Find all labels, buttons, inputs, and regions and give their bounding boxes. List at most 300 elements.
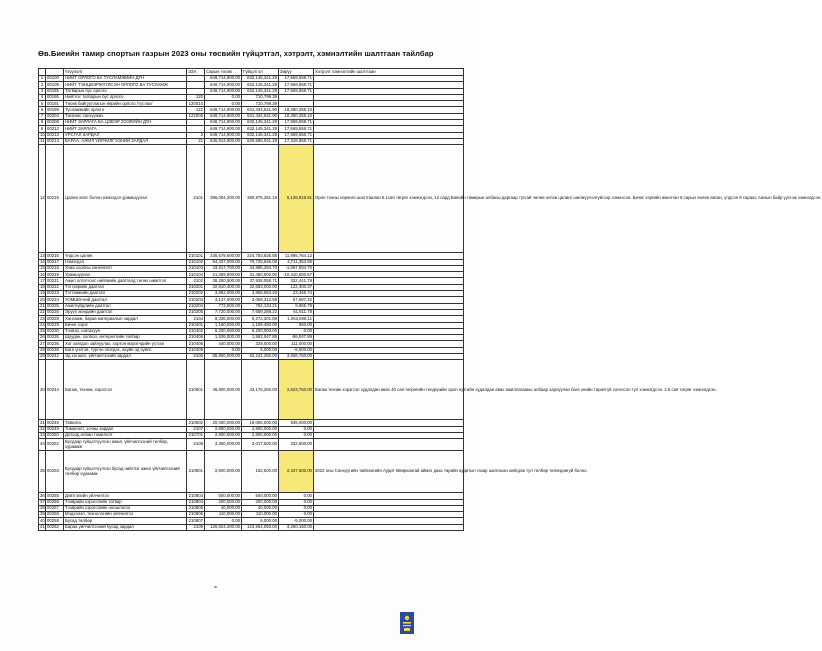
row-code-cell: 00256 [46,499,64,505]
row-code-cell: 00213 [46,132,64,138]
row-actual-cell: 3,017,500.00 [242,439,279,451]
row-code-cell: 00222 [46,284,64,290]
row-diff-cell: 11,895,764.12 [279,253,314,259]
row-diff-cell: 3,260,150.00 [279,524,314,530]
row-code-cell: 00250 [46,432,64,438]
header-cell: Сарын төсөв [205,69,242,76]
row-budget-cell: 65,800,000.00 [205,354,242,360]
row-budget-cell: 649,714,900.00 [205,120,242,126]
row-budget-cell: 3,882,000.00 [205,291,242,297]
row-actual-cell: 44,885,294.70 [242,265,279,271]
row-code-cell: 00212 [46,126,64,132]
row-code-cell: 00214 [46,138,64,144]
row-number-cell: 7 [39,113,46,119]
row-name-cell: Эрүүл мэндийн даатгал [64,309,187,315]
row-eza-cell: 210201 [187,284,205,290]
row-actual-cell: 19,065,000.00 [242,420,279,426]
table-row [39,439,464,451]
row-diff-cell: -1,067,594.70 [279,265,314,271]
row-actual-cell: 632,145,341.29 [242,120,279,126]
row-code-cell: 00235 [46,335,64,341]
row-number-cell: 12 [39,145,46,253]
row-budget-cell: 1,160,000.00 [205,322,242,328]
row-diff-cell: 18,280,358.10 [279,113,314,119]
row-number-cell: 38 [40,505,45,511]
row-diff-cell: 935,000.00 [279,420,314,426]
row-number-cell: 11 [40,138,45,144]
row-budget-cell: 7,720,000.00 [205,309,242,315]
row-eza-cell: 210803 [187,493,205,499]
row-eza-cell: 120010 [187,101,205,107]
row-eza-cell: 210203 [187,297,205,303]
row-actual-cell: 329,000.00 [242,341,279,347]
row-eza-cell: 122005 [187,113,205,119]
row-number-cell: 34 [39,439,46,451]
row-number-cell: 41 [40,524,45,530]
row-name-cell: Татварын бус орлого [64,88,187,94]
row-diff-cell: 17,569,558.71 [279,120,314,126]
row-number-cell: 8 [39,120,46,126]
row-name-cell: Хог хаягдал зайлуулах, хортон мэрэгчдийн устгал [64,341,187,347]
row-number-cell: 16 [40,271,45,277]
row-diff-cell: 332,500.00 [279,439,314,451]
row-code-cell: 00109 [46,82,64,88]
row-number-cell: 4 [39,94,46,100]
row-diff-cell: 17,569,558.71 [279,88,314,94]
row-number-cell: 10 [40,132,45,138]
row-code-cell: 00199 [46,107,64,113]
row-actual-cell: 1,159,450.00 [242,322,279,328]
row-actual-cell: 40,000.00 [242,505,279,511]
row-number-cell: 30 [39,360,46,420]
row-diff-cell: 18,280,358.10 [279,107,314,113]
row-number-cell: 37 [40,498,45,504]
row-code-cell: 00249 [46,426,64,432]
row-number-cell: 31 [40,419,45,425]
row-budget-cell: 2,500,000.00 [205,451,242,493]
row-actual-cell: 631,434,541.90 [242,107,279,113]
row-number-cell: 27 [40,340,45,346]
row-code-cell: 00245 [46,420,64,426]
row-actual-cell: 632,145,341.29 [242,132,279,138]
row-budget-cell: 84,437,000.00 [205,259,242,265]
row-diff-cell: -56,047.89 [279,335,314,341]
row-number-cell: 13 [40,252,45,258]
table-row [39,524,464,530]
row-name-cell: Ажилгүйдлийн даатгал [64,303,187,309]
row-name-cell: Тэтгэмжийн даатгал [64,291,187,297]
row-name-cell: Томилолт, зочны зардал [64,426,187,432]
row-diff-cell: 9,865.79 [279,303,314,309]
row-actual-cell: 632,145,341.29 [242,88,279,94]
row-diff-cell: 61,811.78 [279,309,314,315]
row-name-cell: Үндсэн цалин [64,253,187,259]
row-name-cell: ҮОМШӨ-ний даатгал [64,297,187,303]
row-number-cell: 21 [40,302,45,308]
row-budget-cell: 2,800,000.00 [205,432,242,438]
row-note-cell [314,524,464,530]
row-eza-cell: 2107 [187,426,205,432]
row-name-cell: Төсөв байгууллагын өөрийн орлого /туслах/ [64,101,187,107]
row-note-cell: Багаж техник хэрэгсэл худалдан авах 40 сая төгрөгийн тендерийн орон нутгийн худалдан авах ажиллагааны албаар зарлуулан бага үнийн төрөлгүй сонгосон тул хэмнэгдсэн. 2.6 сая төгрөг хэмнэгдсэн. [314,360,464,420]
row-eza-cell: 210406 [187,341,205,347]
row-name-cell: Бага үнэтэй, түргэн элэгдэх, ахуйн эд зүйлс [64,347,187,353]
row-actual-cell: 110,000.00 [242,512,279,518]
row-number-cell: 24 [40,321,45,327]
row-budget-cell: 772,000.00 [205,303,242,309]
row-name-cell: НИЙТ ЗАРЛАГА [64,126,187,132]
row-diff-cell: 0.00 [279,328,314,334]
row-name-cell: Урамшуулал [64,272,187,278]
row-budget-cell: 649,714,900.00 [205,76,242,82]
row-actual-cell: 6,000.00 [242,347,279,353]
row-eza-cell: 2 [187,132,205,138]
row-budget-cell: 110,000.00 [205,512,242,518]
row-eza-cell: 210103 [187,265,205,271]
row-number-cell: 3 [39,88,46,94]
row-code-cell: 00258 [46,512,64,518]
row-number-cell: 22 [40,309,45,315]
row-name-cell: Шуудан, холбоо, интернэтийн төлбөр [64,335,187,341]
row-code-cell: 00242 [46,354,64,360]
table-row [39,360,464,420]
document-title: Өв.Биеийн тамир спортын газрын 2023 оны төсвийн гүйцэтгэл, хэтрэлт, хэмнэлтийн шалтгаан тайлбар [38,49,434,58]
row-budget-cell: 6,200,000.00 [205,328,242,334]
row-actual-cell: 62,241,250.00 [242,354,279,360]
row-eza-cell: 120 [187,94,205,100]
row-code-cell: 00228 [46,316,64,322]
row-code-cell: 00191 [46,101,64,107]
row-budget-cell: 3,350,000.00 [205,439,242,451]
row-actual-cell: 2,800,000.00 [242,432,279,438]
row-eza-cell: 210805 [187,505,205,511]
row-eza-cell: 210406 [187,335,205,341]
row-budget-cell: 386,004,200.00 [205,145,242,253]
row-eza-cell: 210601 [187,360,205,420]
row-diff-cell: 0.00 [279,432,314,438]
row-number-cell: 36 [40,492,45,498]
row-name-cell: Бусдаар гүйцэтгүүлсэн ажил, үйлчилгээний төлбөр, хураамж [64,439,187,451]
row-eza-cell: 210104 [187,272,205,278]
row-actual-cell: 32,683,000.00 [242,284,279,290]
row-number-cell: 9 [39,126,46,132]
header-cell: Үзүүлэлт [64,69,187,76]
row-diff-cell: 3,558,750.00 [279,354,314,360]
row-code-cell: 00244 [46,360,64,420]
row-budget-cell: 40,000.00 [205,505,242,511]
row-diff-cell: -10,410,600.57 [279,272,314,278]
row-code-cell: 00185 [46,88,64,94]
row-name-cell: Тусламжийн орлого [64,107,187,113]
row-note-cell [314,439,464,451]
row-actual-cell: 162,500.00 [242,451,279,493]
row-number-cell: 1 [39,76,46,82]
row-budget-cell: 0.00 [205,101,242,107]
row-code-cell: 00215 [46,145,64,253]
row-budget-cell: 649,714,900.00 [205,126,242,132]
row-code-cell: 00221 [46,278,64,284]
row-name-cell: Тээврийн хэрэгслийн татвар [64,499,187,505]
header-cell: Гүйцэтгэл [242,69,279,76]
table-row [39,145,464,253]
row-actual-cell: 762,134.21 [242,303,279,309]
row-eza-cell: 210804 [187,499,205,505]
row-code-cell: 00223 [46,291,64,297]
row-code-cell: 00216 [46,253,64,259]
row-actual-cell: 224,783,835.88 [242,253,279,259]
row-name-cell: Тэтгэврийн даатгал [64,284,187,290]
row-budget-cell: 32,810,400.00 [205,284,242,290]
row-name-cell: Төсвөөс санхүүжих [64,113,187,119]
row-eza-cell: 210102 [187,259,205,265]
row-actual-cell: 1,592,047.89 [242,335,279,341]
row-name-cell: Нийтлэг татварын бус орлого [64,94,187,100]
row-eza-cell: 2106 [187,354,205,360]
row-budget-cell: 0.00 [205,94,242,100]
row-budget-cell: 1,536,000.00 [205,335,242,341]
header-cell: Зөрүү [279,69,314,76]
header-cell: Хэтрэлт хэмнэлтийн шалтгаан [314,69,464,76]
row-diff-cell: -5,000.00 [279,518,314,524]
row-name-cell: Багаж, техник, хэрэгсэл [64,360,187,420]
row-code-cell: 00224 [46,297,64,303]
row-budget-cell: 649,714,900.00 [205,88,242,94]
row-diff-cell: 17,569,558.71 [279,132,314,138]
row-budget-cell: 200,000.00 [205,499,242,505]
row-actual-cell: 500,000.00 [242,493,279,499]
budget-table [38,68,822,531]
row-name-cell: Дотоод албан томилолт [64,432,187,438]
row-eza-cell: 21 [187,138,205,144]
row-code-cell: 00186 [46,94,64,100]
row-number-cell: 40 [40,517,45,523]
row-actual-cell: 632,145,341.29 [242,82,279,88]
row-budget-cell: 646,914,900.00 [205,138,242,144]
row-budget-cell: 9,336,000.00 [205,316,242,322]
row-budget-cell: 236,679,600.00 [205,253,242,259]
row-name-cell: Хангамж, бараа материалын зардал [64,316,187,322]
row-number-cell: 18 [40,284,45,290]
row-number-cell: 15 [40,265,45,271]
row-number-cell: 25 [40,328,45,334]
row-code-cell: 00225 [46,303,64,309]
row-code-cell: 00262 [46,524,64,530]
row-name-cell: НИЙТ ОРЛОГО БА ТУСЛАМЖИЙН ДҮН [64,76,187,82]
row-name-cell: НИЙТ ТЭНЦВЭРЖҮҮЛСЭН ОРЛОГО БА ТУСЛАМЖ [64,82,187,88]
row-code-cell: 00218 [46,265,64,271]
row-actual-cell: 3,069,312.58 [242,297,279,303]
row-eza-cell: 210204 [187,303,205,309]
row-number-cell: 14 [40,258,45,264]
row-number-cell: 2 [39,82,46,88]
row-eza-cell: 210401 [187,322,205,328]
row-number-cell: 20 [40,296,45,302]
row-eza-cell: 210205 [187,309,205,315]
row-actual-cell: 629,596,041.29 [242,138,279,144]
row-diff-cell: 0.00 [279,505,314,511]
row-actual-cell: 79,725,646.08 [242,259,279,265]
row-eza-cell: 210806 [187,512,205,518]
row-budget-cell: 126,824,200.00 [205,524,242,530]
row-budget-cell: 21,069,900.00 [205,272,242,278]
row-diff-cell: 17,318,858.71 [279,138,314,144]
row-name-cell: НИЙТ ЗАРЛАГА БА ЦЭВЭР ЗЭЭЛИЙН ДҮН [64,120,187,126]
row-budget-cell: 440,000.00 [205,341,242,347]
row-actual-cell: 3,858,653.26 [242,291,279,297]
row-name-cell: Тээврийн хэрэгслийн оношлогоо [64,505,187,511]
row-diff-cell: 2,337,500.00 [279,451,314,493]
row-code-cell: 00255 [46,493,64,499]
row-actual-cell: 31,480,500.00 [242,272,279,278]
row-budget-cell: 0.00 [205,347,242,353]
row-eza-cell: 2101 [187,145,205,253]
row-name-cell: Цалин хөлс болон нэмэгдэл урамшуулал [64,145,187,253]
row-number-cell: 19 [40,290,45,296]
row-code-cell: 00252 [46,439,64,451]
row-code-cell: 00230 [46,328,64,334]
row-number-cell: 28 [40,347,45,353]
row-budget-cell: 43,817,700.00 [205,265,242,271]
row-diff-cell: -6,000.00 [279,347,314,353]
row-eza-cell: 210409 [187,347,205,353]
row-number-cell: 29 [40,353,45,359]
row-eza-cell: 210801 [187,451,205,493]
row-number-cell: 26 [40,334,45,340]
row-actual-cell: 200,000.00 [242,499,279,505]
row-budget-cell: 649,714,900.00 [205,113,242,119]
row-name-cell: Бараа үйлчилгээний бусад зардал [64,524,187,530]
row-actual-cell: 37,928,058.71 [242,278,279,284]
row-name-cell: Тээвэр, шатахуун [64,328,187,334]
row-number-cell: 6 [39,107,46,113]
row-code-cell: 00259 [46,518,64,524]
row-code-cell: 00238 [46,347,64,353]
row-diff-cell: 5,128,918.81 [279,145,314,253]
row-code-cell: 00208 [46,120,64,126]
row-diff-cell: 23,346.74 [279,291,314,297]
row-diff-cell: 4,711,353.95 [279,259,314,265]
row-actual-cell: 632,145,341.29 [242,76,279,82]
row-actual-cell: 2,800,000.00 [242,426,279,432]
row-actual-cell: 6,200,000.00 [242,328,279,334]
row-budget-cell: 2,800,000.00 [205,426,242,432]
row-code-cell: 00226 [46,309,64,315]
row-eza-cell: 210101 [187,253,205,259]
row-name-cell: Эд хогшил, үйлчилгээний зардал [64,354,187,360]
row-diff-cell: 17,569,558.71 [279,82,314,88]
row-number-cell: 5 [39,101,46,107]
row-actual-cell: 710,799.39 [242,94,279,100]
row-actual-cell: 123,564,050.00 [242,524,279,530]
row-diff-cell: 17,569,558.71 [279,126,314,132]
row-budget-cell: 45,800,000.00 [205,360,242,420]
row-actual-cell: 380,875,281.19 [242,145,279,253]
row-note-cell: 2022 оны Санхүүгийн тайлангийн Аудит Өвөрхангай аймаг дахь төрийн аудитын газар шалгасан хийгдэж тул төлбөр төлөгдөөгүй болно. [314,451,464,493]
row-name-cell: Унаа хоолны хөнгөлөлт [64,265,187,271]
row-note-cell: Орон тооны хөрөнгө шалтгаалан 5.1сая төгрөг хэмнэгдсэн, 12 сард Биеийн тамирын албаны даргаар тусгай чөлөө олгож цалинг шилжүүлэлгүйгээр хэмнэсэн. Бичиг хэргийн ажилтан 6 сарын чөлөө авсан, үлдсэн 9 сараас Ажлын байр үүсгэж хэмнэгдсэн. [314,145,464,253]
scan-mark [214,586,217,588]
row-name-cell: Дэвтгэлийн үйлчилгээ [64,493,187,499]
row-name-cell: Ажил олгогчоос нийгмийн даатгалд төлөх шимтгэл [64,278,187,284]
row-budget-cell: 20,000,000.00 [205,420,242,426]
row-code-cell: 00100 [46,76,64,82]
row-diff-cell: 2,623,750.00 [279,360,314,420]
row-code-cell: 00257 [46,505,64,511]
row-actual-cell: 8,272,301.89 [242,316,279,322]
row-number-cell: 35 [39,451,46,493]
row-actual-cell: 632,145,341.29 [242,126,279,132]
row-name-cell: Нэмэгдэл [64,259,187,265]
row-diff-cell: 0.00 [279,499,314,505]
row-name-cell: Бусдаар гүйцэтгүүлсэн бусад нийтлэг ажил үйлчилгээний төлбөр хураамж [64,451,187,493]
row-code-cell: 00229 [46,322,64,328]
row-number-cell: 23 [40,315,45,321]
table-row [39,451,464,493]
row-code-cell: 00236 [46,341,64,347]
row-eza-cell: 210602 [187,420,205,426]
row-diff-cell: 122,300.37 [279,284,314,290]
row-diff-cell: 550.00 [279,322,314,328]
row-name-cell: БАРАА, АЖИЛ ҮЙЛЧИЛГЭЭНИЙ ЗАРДАЛ [64,138,187,144]
row-diff-cell: 0.00 [279,493,314,499]
row-number-cell: 17 [40,277,45,283]
row-diff-cell: 17,569,558.71 [279,76,314,82]
header-cell: ЭЗА [187,69,205,76]
row-budget-cell: 0.00 [205,518,242,524]
row-diff-cell: 322,441.79 [279,278,314,284]
row-eza-cell: 2109 [187,524,205,530]
row-budget-cell: 38,250,500.00 [205,278,242,284]
row-budget-cell: 649,714,900.00 [205,82,242,88]
row-actual-cell: 43,176,250.00 [242,360,279,420]
row-eza-cell: 2102 [187,278,205,284]
row-actual-cell: 710,799.39 [242,101,279,107]
row-name-cell: Бусад төлбөр [64,518,187,524]
row-actual-cell: 7,658,288.22 [242,309,279,315]
row-name-cell: Тавилга [64,420,187,426]
row-eza-cell: 210701 [187,432,205,438]
row-eza-cell: 2108 [187,439,205,451]
emblem-icon [400,612,414,634]
row-budget-cell: 500,000.00 [205,493,242,499]
row-number-cell: 32 [40,425,45,431]
row-diff-cell: 0.00 [279,512,314,518]
row-name-cell: УРСГАЛ ЗАРДАЛ [64,132,187,138]
row-eza-cell: 122 [187,107,205,113]
row-name-cell: Бичиг хэрэг [64,322,187,328]
row-diff-cell: 111,000.00 [279,341,314,347]
row-actual-cell: 5,000.00 [242,518,279,524]
row-diff-cell: 1,063,698.11 [279,316,314,322]
row-eza-cell: 210202 [187,291,205,297]
row-diff-cell: 67,687.42 [279,297,314,303]
row-name-cell: Мэдээлэл, технологийн үйлчилгээ [64,512,187,518]
row-code-cell: 00204 [46,113,64,119]
row-actual-cell: 631,434,541.90 [242,113,279,119]
row-eza-cell: 2104 [187,316,205,322]
row-budget-cell: 649,714,900.00 [205,107,242,113]
row-diff-cell: 0.00 [279,426,314,432]
row-number-cell: 39 [40,511,45,517]
row-code-cell: 00219 [46,272,64,278]
row-eza-cell: 210402 [187,328,205,334]
row-code-cell: 00217 [46,259,64,265]
row-code-cell: 00253 [46,451,64,493]
row-number-cell: 33 [40,432,45,438]
row-eza-cell: 210807 [187,518,205,524]
row-budget-cell: 649,714,900.00 [205,132,242,138]
row-budget-cell: 3,137,000.00 [205,297,242,303]
